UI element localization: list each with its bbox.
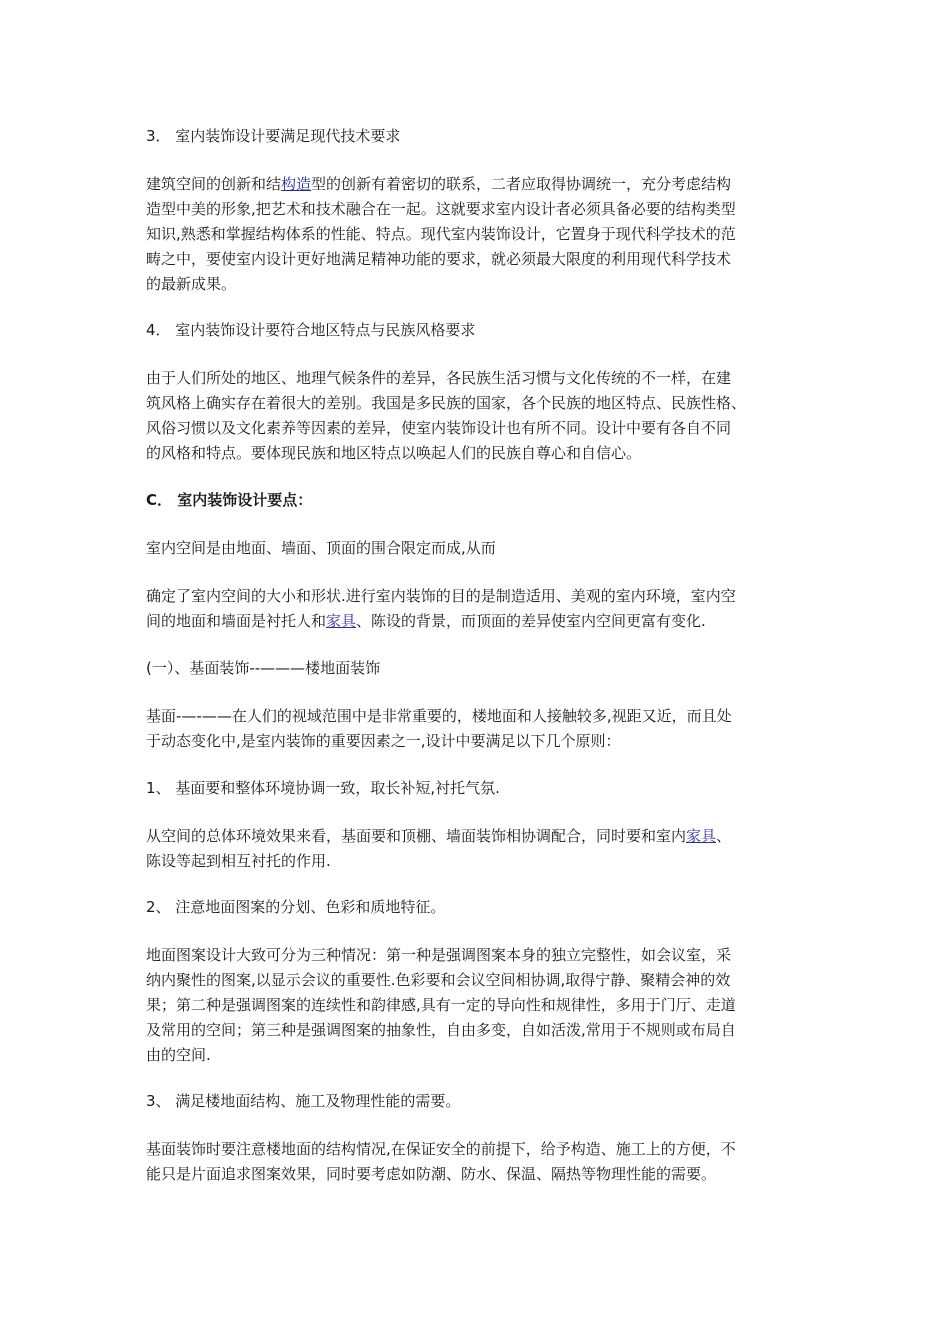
heading-4 [146, 318, 808, 343]
paragraph-line: 风俗习惯以及文化素养等因素的差异，使室内装饰设计也有所不同。设计中要有各自不同 [146, 419, 732, 437]
subheading-text: (一）、基面装饰--———楼地面装饰 [146, 659, 381, 677]
paragraph-region [146, 366, 808, 466]
paragraph-tech [146, 172, 808, 297]
paragraph-line [146, 609, 808, 634]
principle-text: 1、 基面要和整体环境协调一致，取长补短,衬托气氛. [146, 779, 500, 797]
paragraph-pattern [146, 943, 808, 1068]
paragraph-line: 陈设等起到相互衬托的作用. [146, 852, 331, 870]
paragraph-line: 室内空间是由地面、墙面、顶面的围合限定而成,从而 [146, 539, 496, 557]
paragraph-line: 知识,熟悉和掌握结构体系的性能、特点。现代室内装饰设计，它置身于现代科学技术的范 [146, 225, 736, 243]
link-gouzao[interactable]: 构造 [281, 175, 312, 193]
heading-c-text: C． 室内装饰设计要点： [146, 491, 313, 509]
link-jiaju-2[interactable]: 家具 [686, 827, 717, 845]
paragraph-line: 能只是片面追求图案效果，同时要考虑如防潮、防水、保温、隔热等物理性能的需要。 [146, 1165, 717, 1183]
paragraph-line [146, 824, 808, 849]
paragraph-line: 基面-—-——在人们的视域范围中是非常重要的，楼地面和人接触较多,视距又近，而且处 [146, 707, 732, 725]
heading-3-text: 3． 室内装饰设计要满足现代技术要求 [146, 127, 401, 145]
paragraph-line: 的最新成果。 [146, 275, 237, 293]
principle-1 [146, 776, 808, 801]
paragraph-structure [146, 1137, 808, 1187]
paragraph-purpose [146, 584, 808, 634]
link-jiaju[interactable]: 家具 [326, 612, 357, 630]
paragraph-line: 筑风格上确实存在着很大的差别。我国是多民族的国家，各个民族的地区特点、民族性格、 [146, 394, 747, 412]
paragraph-line: 畴之中，要使室内设计更好地满足精神功能的要求，就必须最大限度的利用现代科学技术 [146, 250, 732, 268]
paragraph-line: 及常用的空间；第三种是强调图案的抽象性，自由多变，自如活泼,常用于不规则或布局自 [146, 1021, 736, 1039]
paragraph-line: 的风格和特点。要体现民族和地区特点以唤起人们的民族自尊心和自信心。 [146, 444, 642, 462]
paragraph-line: 果；第二种是强调图案的连续性和韵律感,具有一定的导向性和规律性，多用于门厅、走道 [146, 996, 736, 1014]
text-run: 、陈设的背景，而顶面的差异使室内空间更富有变化. [356, 612, 706, 630]
paragraph-line [146, 172, 808, 197]
principle-3 [146, 1089, 808, 1114]
principle-text: 3、 满足楼地面结构、施工及物理性能的需要。 [146, 1092, 461, 1110]
principle-text: 2、 注意地面图案的分划、色彩和质地特征。 [146, 898, 446, 916]
text-run: 型的创新有着密切的联系，二者应取得协调统一，充分考虑结构 [311, 175, 732, 193]
paragraph-intro [146, 536, 808, 561]
paragraph-line: 确定了室内空间的大小和形状.进行室内装饰的目的是制造适用、美观的室内环境，室内空 [146, 587, 736, 605]
text-run: 间的地面和墙面是衬托人和 [146, 612, 327, 630]
text-run: 从空间的总体环境效果来看，基面要和顶棚、墙面装饰相协调配合，同时要和室内 [146, 827, 687, 845]
paragraph-line: 由的空间. [146, 1046, 211, 1064]
principle-2 [146, 895, 808, 920]
text-run: 建筑空间的创新和结 [146, 175, 282, 193]
heading-3 [146, 124, 808, 149]
paragraph-line: 造型中美的形象,把艺术和技术融合在一起。这就要求室内设计者必须具备必要的结构类型 [146, 200, 736, 218]
paragraph-base [146, 704, 808, 754]
subheading-floor [146, 656, 808, 681]
paragraph-line: 于动态变化中,是室内装饰的重要因素之一,设计中要满足以下几个原则： [146, 732, 621, 750]
paragraph-line: 纳内聚性的图案,以显示会议的重要性.色彩要和会议空间相协调,取得宁静、聚精会神的效 [146, 971, 731, 989]
text-run: 、 [716, 827, 732, 845]
heading-4-text: 4． 室内装饰设计要符合地区特点与民族风格要求 [146, 321, 476, 339]
paragraph-line: 基面装饰时要注意楼地面的结构情况,在保证安全的前提下，给予构造、施工上的方便，不 [146, 1140, 736, 1158]
paragraph-line: 由于人们所处的地区、地理气候条件的差异，各民族生活习惯与文化传统的不一样，在建 [146, 369, 732, 387]
paragraph-line: 地面图案设计大致可分为三种情况：第一种是强调图案本身的独立完整性，如会议室，采 [146, 946, 732, 964]
paragraph-env [146, 824, 808, 874]
heading-c [146, 488, 808, 513]
